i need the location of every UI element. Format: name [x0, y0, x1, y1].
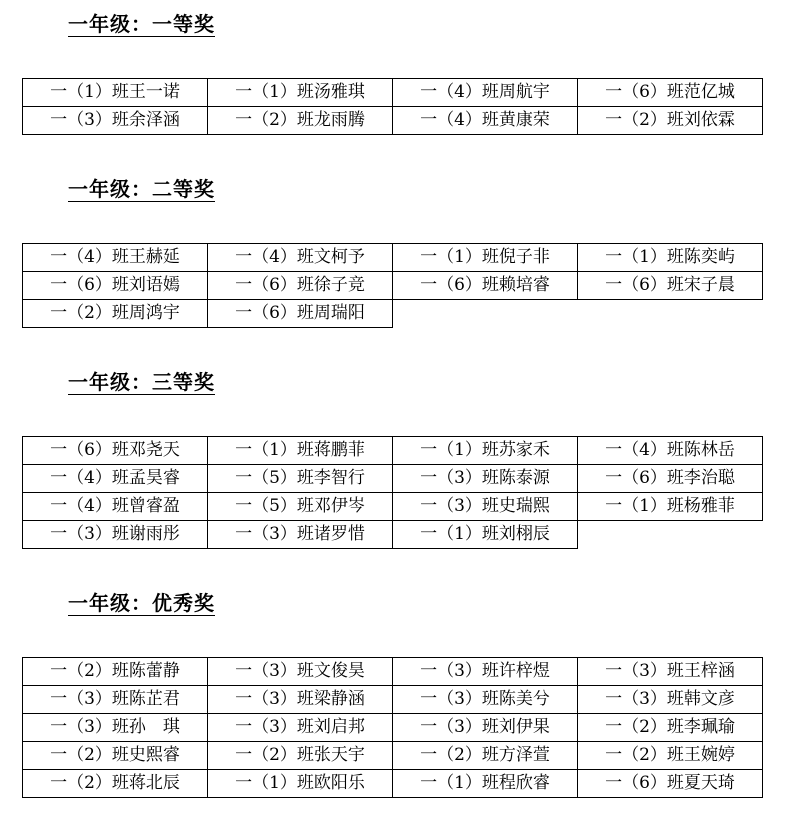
- student-cell: 一（4）班文柯予: [208, 244, 393, 272]
- student-cell: 一（2）班刘依霖: [578, 107, 763, 135]
- student-cell: 一（1）班倪子非: [393, 244, 578, 272]
- student-cell: 一（3）班许梓煜: [393, 658, 578, 686]
- student-cell: 一（3）班刘启邦: [208, 714, 393, 742]
- student-cell: 一（2）班陈蕾静: [23, 658, 208, 686]
- student-cell: 一（4）班王赫延: [23, 244, 208, 272]
- student-cell: 一（2）班周鸿宇: [23, 300, 208, 328]
- table-row: [23, 79, 763, 107]
- table-row: [23, 437, 763, 465]
- student-cell: 一（3）班刘伊果: [393, 714, 578, 742]
- table-row: [23, 107, 763, 135]
- table-row: [23, 244, 763, 272]
- student-cell: 一（3）班陈芷君: [23, 686, 208, 714]
- winners-table: [22, 657, 763, 798]
- student-cell: 一（2）班王婉婷: [578, 742, 763, 770]
- student-cell: 一（3）班王梓涵: [578, 658, 763, 686]
- student-cell: 一（1）班汤雅琪: [208, 79, 393, 107]
- student-cell: 一（2）班史熙睿: [23, 742, 208, 770]
- student-cell: 一（3）班陈泰源: [393, 465, 578, 493]
- student-cell: 一（1）班王一诺: [23, 79, 208, 107]
- student-cell: 一（5）班邓伊岑: [208, 493, 393, 521]
- table-row: [23, 770, 763, 798]
- student-cell: 一（5）班李智行: [208, 465, 393, 493]
- empty-cell: [578, 300, 763, 328]
- student-cell: 一（4）班周航宇: [393, 79, 578, 107]
- student-cell: 一（6）班范亿城: [578, 79, 763, 107]
- student-cell: 一（3）班文俊昊: [208, 658, 393, 686]
- student-cell: 一（2）班李珮瑜: [578, 714, 763, 742]
- student-cell: 一（6）班宋子晨: [578, 272, 763, 300]
- student-cell: 一（6）班周瑞阳: [208, 300, 393, 328]
- table-row: [23, 465, 763, 493]
- student-cell: 一（1）班欧阳乐: [208, 770, 393, 798]
- student-cell: 一（1）班蒋鹏菲: [208, 437, 393, 465]
- section-heading: 一年级：二等奖: [68, 177, 215, 201]
- student-cell: 一（3）班韩文彦: [578, 686, 763, 714]
- table-row: [23, 714, 763, 742]
- student-cell: 一（1）班陈奕屿: [578, 244, 763, 272]
- student-cell: 一（1）班程欣睿: [393, 770, 578, 798]
- student-cell: 一（4）班黄康荣: [393, 107, 578, 135]
- empty-cell: [578, 521, 763, 549]
- student-cell: 一（6）班徐子竞: [208, 272, 393, 300]
- student-cell: 一（4）班曾睿盈: [23, 493, 208, 521]
- student-cell: 一（3）班诸罗惜: [208, 521, 393, 549]
- student-cell: 一（2）班龙雨腾: [208, 107, 393, 135]
- section-heading: 一年级：一等奖: [68, 12, 215, 36]
- student-cell: 一（3）班史瑞熙: [393, 493, 578, 521]
- student-cell: 一（3）班孙 琪: [23, 714, 208, 742]
- student-cell: 一（6）班李治聪: [578, 465, 763, 493]
- student-cell: 一（6）班邓尧天: [23, 437, 208, 465]
- table-row: [23, 272, 763, 300]
- student-cell: 一（3）班梁静涵: [208, 686, 393, 714]
- student-cell: 一（1）班刘栩辰: [393, 521, 578, 549]
- student-cell: 一（3）班谢雨彤: [23, 521, 208, 549]
- section-heading: 一年级：优秀奖: [68, 591, 215, 615]
- winners-table: [22, 78, 763, 135]
- student-cell: 一（3）班余泽涵: [23, 107, 208, 135]
- student-cell: 一（3）班陈美兮: [393, 686, 578, 714]
- table-row: [23, 686, 763, 714]
- winners-table: [22, 243, 763, 328]
- table-row: [23, 300, 763, 328]
- table-row: [23, 521, 763, 549]
- table-row: [23, 493, 763, 521]
- student-cell: 一（6）班夏天琦: [578, 770, 763, 798]
- table-row: [23, 658, 763, 686]
- empty-cell: [393, 300, 578, 328]
- student-cell: 一（6）班刘语嫣: [23, 272, 208, 300]
- student-cell: 一（2）班蒋北辰: [23, 770, 208, 798]
- section-heading: 一年级：三等奖: [68, 370, 215, 394]
- student-cell: 一（2）班方泽萱: [393, 742, 578, 770]
- student-cell: 一（4）班孟昊睿: [23, 465, 208, 493]
- winners-table: [22, 436, 763, 549]
- student-cell: 一（4）班陈林岳: [578, 437, 763, 465]
- student-cell: 一（1）班杨雅菲: [578, 493, 763, 521]
- table-row: [23, 742, 763, 770]
- student-cell: 一（1）班苏家禾: [393, 437, 578, 465]
- student-cell: 一（6）班赖培睿: [393, 272, 578, 300]
- student-cell: 一（2）班张天宇: [208, 742, 393, 770]
